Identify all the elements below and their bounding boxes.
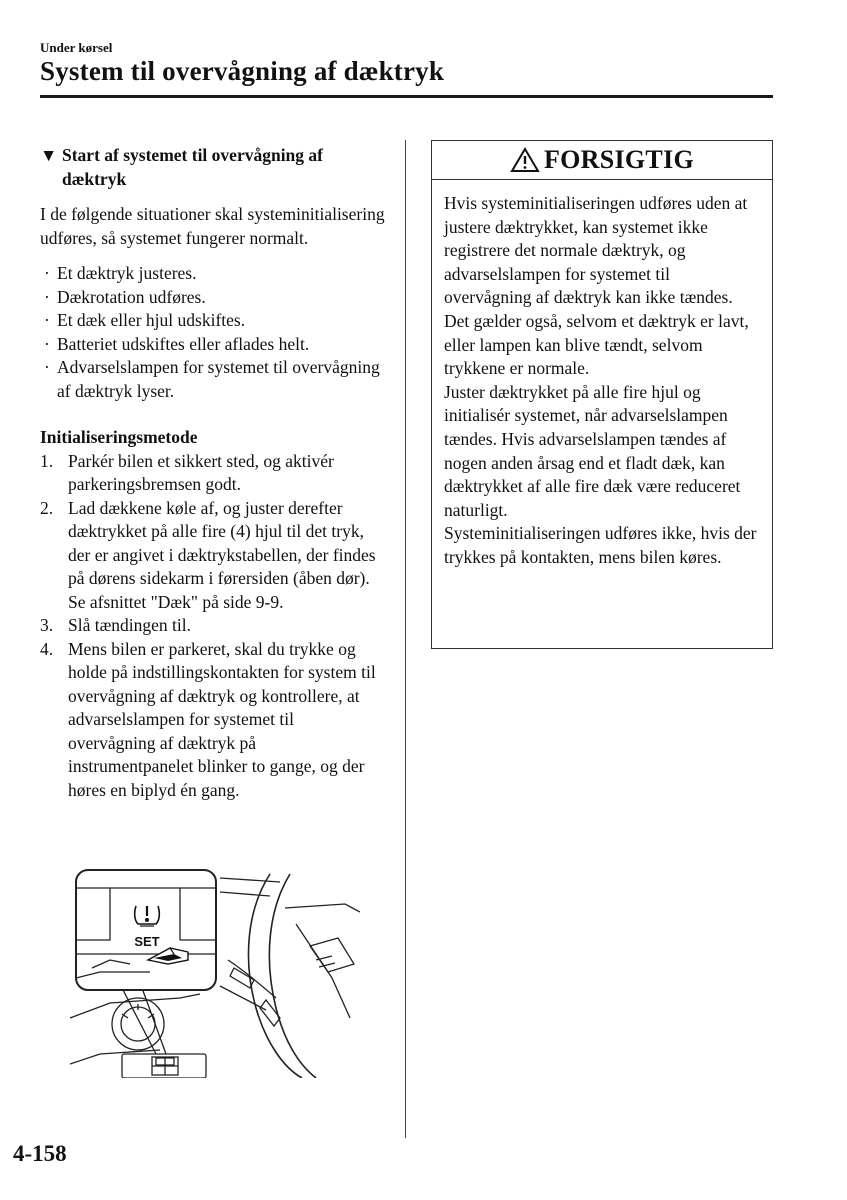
bullet-dot-icon: · (44, 286, 50, 307)
step-item (40, 638, 385, 803)
intro-paragraph: I de følgende situationer skal systeminitialisering udføres, så systemet fungerer normalt. (40, 204, 385, 248)
list-item-text: Advarselslampen for systemet til overvågning af dæktryk lyser. (57, 357, 380, 401)
list-item-text: Et dæk eller hjul udskiftes. (57, 310, 246, 330)
caution-box (431, 140, 773, 649)
page-number: 4-158 (13, 1141, 67, 1166)
triangle-marker-icon: ▼ (40, 145, 58, 165)
page-title: System til overvågning af dæktryk (40, 56, 445, 86)
warning-triangle-icon (510, 147, 540, 173)
subheading (40, 144, 385, 191)
bullet-dot-icon: · (44, 310, 50, 330)
caution-title (432, 141, 772, 180)
step-text: Parkér bilen et sikkert sted, og aktivér parkeringsbremsen godt. (68, 450, 334, 494)
step-text: Mens bilen er parkeret, skal du trykke og holde på indstillingskontakten for system til overvågning af dæktryk og kontrollere, at advarselslampen for systemet til overvågning af dæktryk på instrumentpanelet blinker to gange, og der høres en biplyd én gang. (68, 638, 376, 800)
step-text: Slå tændingen til. (68, 615, 191, 635)
step-reference: Se afsnittet "Dæk" på side 9-9. (68, 591, 284, 612)
caution-paragraph: Juster dæktrykket på alle fire hjul og initialisér systemet, når advarselslampen tændes. Hvis advarselslampen tændes af nogen anden årsag end et fladt dæk, kan dæktrykket af alle fire dæk være reduceret naturligt. (444, 381, 741, 520)
list-item-text: Batteriet udskiftes eller aflades helt. (57, 333, 310, 354)
dashboard-illustration (70, 868, 360, 1078)
bullet-dot-icon: · (44, 357, 50, 377)
list-item-text: Dækrotation udføres. (57, 286, 206, 307)
bullet-dot-icon: · (44, 263, 50, 283)
caution-body (432, 180, 772, 570)
step-list (40, 450, 385, 803)
step-number: 3. (40, 615, 54, 635)
step-number: 1. (40, 450, 54, 471)
step-item (40, 497, 385, 615)
situation-list (40, 262, 385, 403)
step-text: Lad dækkene køle af, og juster derefter dæktrykket på alle fire (4) hjul til det tryk, der er angivet i dæktrykstabellen, der findes på dørens sidekarm i førersiden (åben dør). (68, 497, 376, 588)
caution-title-text: FORSIGTIG (543, 145, 695, 174)
left-column (40, 144, 385, 802)
list-item (40, 286, 385, 310)
list-item-text: Et dæktryk justeres. (57, 263, 197, 283)
step-item (40, 450, 385, 497)
list-item (40, 262, 385, 286)
caution-paragraph: Hvis systeminitialiseringen udføres uden at justere dæktrykket, kan systemet ikke registrere det normale dæktryk, og advarselslampen for systemet til overvågning af dæktryk kan ikke tændes. Det gælder også, selvom et dæktryk er lavt, eller lampen kan blive tændt, selvom trykkene er normale. (444, 193, 749, 379)
section-label: Under kørsel (40, 40, 113, 55)
caution-paragraph: Systeminitialiseringen udføres ikke, hvis der trykkes på kontakten, mens bilen køres. (444, 523, 757, 567)
set-button-label: SET (134, 934, 160, 949)
subheading-text: Start af systemet til overvågning af dæktryk (62, 145, 323, 189)
set-switch-location-diagram (70, 868, 360, 1078)
bullet-dot-icon: · (44, 333, 50, 354)
step-body (68, 497, 385, 615)
step-number: 4. (40, 638, 54, 659)
column-divider (405, 140, 406, 1138)
step-number: 2. (40, 497, 54, 518)
list-item (40, 356, 385, 403)
step-item (40, 614, 385, 638)
list-item (40, 333, 385, 357)
method-heading: Initialiseringsmetode (40, 427, 198, 447)
title-rule (40, 95, 773, 98)
list-item (40, 309, 385, 333)
